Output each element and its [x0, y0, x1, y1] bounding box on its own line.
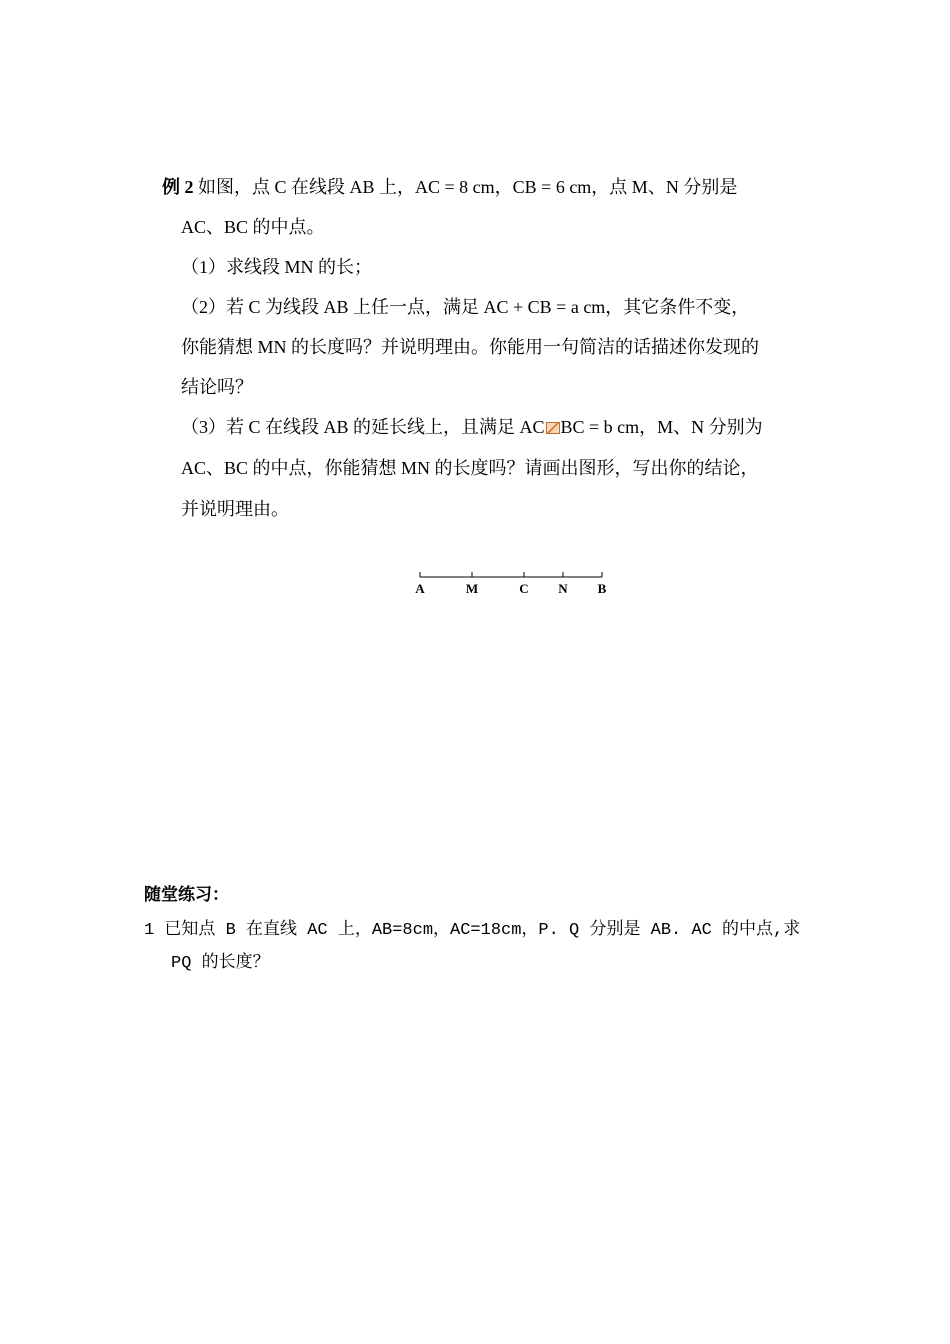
- question-2-line-3: 结论吗？: [181, 377, 253, 397]
- example-label: 例 2: [162, 177, 194, 197]
- question-3-line-2: AC、BC 的中点，你能猜想 MN 的长度吗？请画出图形，写出你的结论，: [181, 458, 759, 478]
- line-segment-diagram: [400, 566, 620, 602]
- question-1: （1）求线段 MN 的长；: [181, 257, 373, 277]
- question-3-text-a: （3）若 C 在线段 AB 的延长线上，且满足 AC: [181, 417, 545, 437]
- question-3-line-1: [181, 416, 763, 438]
- question-2-line-1: （2）若 C 为线段 AB 上任一点，满足 AC + CB = a cm，其它条件不变，: [181, 297, 750, 317]
- example-line-2: AC、BC 的中点。: [181, 217, 325, 237]
- point-label-c: C: [519, 581, 529, 596]
- missing-glyph-icon: [546, 422, 560, 434]
- practice-heading: 随堂练习：: [144, 885, 229, 904]
- question-2-line-2: 你能猜想 MN 的长度吗？并说明理由。你能用一句简洁的话描述你发现的: [181, 337, 760, 357]
- practice-item-1-line-1: 1 已知点 B 在直线 AC 上，AB=8cm，AC=18cm，P. Q 分别是 AB. AC 的中点,求: [144, 921, 801, 940]
- point-label-m: M: [465, 581, 479, 596]
- example-statement: 如图，点 C 在线段 AB 上，AC = 8 cm，CB = 6 cm，点 M、N 分别是: [198, 177, 738, 197]
- practice-item-1-line-2: PQ 的长度？: [171, 954, 270, 973]
- point-label-b: B: [597, 581, 607, 596]
- example-line-1: [162, 176, 737, 198]
- question-3-line-3: 并说明理由。: [181, 499, 289, 519]
- question-3-text-b: BC = b cm，M、N 分别为: [560, 417, 763, 437]
- point-label-n: N: [558, 581, 568, 596]
- point-label-a: A: [415, 581, 425, 596]
